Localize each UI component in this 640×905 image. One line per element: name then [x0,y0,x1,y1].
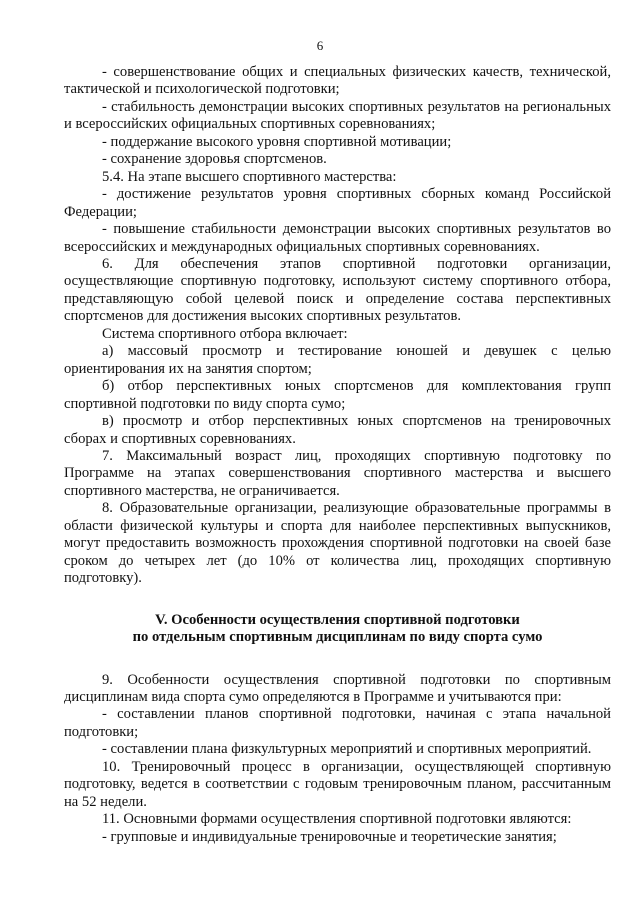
paragraph: 8. Образовательные организации, реализующие образовательные программы в области физической культуры и спорта для наиболее перспективных выпускников, могут предоставить возможность прохождения спортивной подготовки на своей базе сроком до четырех лет (до 10% от количества лиц, проходящих спортивную подготовку). [64,500,611,587]
paragraph: 7. Максимальный возраст лиц, проходящих спортивную подготовку по Программе на этапах совершенствования спортивного мастерства и высшего спортивного мастерства, не ограничивается. [64,447,611,499]
paragraph: а) массовый просмотр и тестирование юношей и девушек с целью ориентирования их на занятия спортом; [64,343,611,377]
paragraph: - совершенствование общих и специальных физических качеств, технической, тактической и психологической подготовки; [64,64,611,98]
paragraph: - повышение стабильности демонстрации высоких спортивных результатов во всероссийских и международных официальных спортивных соревнованиях. [64,221,611,255]
section-title-line: по отдельным спортивным дисциплинам по виду спорта сумо [132,629,543,646]
paragraph: в) просмотр и отбор перспективных юных спортсменов на тренировочных сборах и спортивных соревнованиях. [64,413,611,447]
paragraph: - стабильность демонстрации высоких спортивных результатов на региональных и всероссийских официальных спортивных соревнованиях; [64,98,611,133]
paragraph: - составлении плана физкультурных мероприятий и спортивных мероприятий. [102,741,592,758]
paragraph: Система спортивного отбора включает: [102,325,348,342]
paragraph: - поддержание высокого уровня спортивной мотивации; [102,133,452,150]
paragraph: 9. Особенности осуществления спортивной подготовки по спортивным дисциплинам вида спорта сумо определяются в Программе и учитываются при: [64,671,611,705]
paragraph: 5.4. На этапе высшего спортивного мастерства: [102,168,397,185]
paragraph: 11. Основными формами осуществления спортивной подготовки являются: [102,811,572,828]
paragraph: 6. Для обеспечения этапов спортивной подготовки организации, осуществляющие спортивную подготовку, используют систему спортивного отбора, представляющую собой целевой поиск и определение состава перспективных спортсменов для достижения высоких спортивных результатов. [64,255,611,325]
document-body [64,64,611,846]
section-title-line: V. Особенности осуществления спортивной подготовки [155,611,520,628]
page-number: 6 [316,38,324,53]
paragraph: - сохранение здоровья спортсменов. [102,151,327,168]
paragraph: - групповые и индивидуальные тренировочные и теоретические занятия; [102,828,557,845]
paragraph: - достижение результатов уровня спортивных сборных команд Российской Федерации; [64,186,611,220]
section-title [64,612,611,647]
paragraph: 10. Тренировочный процесс в организации, осуществляющей спортивную подготовку, ведется в соответствии с годовым тренировочным планом, рассчитанным на 52 недели. [64,758,611,810]
paragraph: - составлении планов спортивной подготовки, начиная с этапа начальной подготовки; [64,706,611,740]
paragraph: б) отбор перспективных юных спортсменов для комплектования групп спортивной подготовки по виду спорта сумо; [64,378,611,412]
